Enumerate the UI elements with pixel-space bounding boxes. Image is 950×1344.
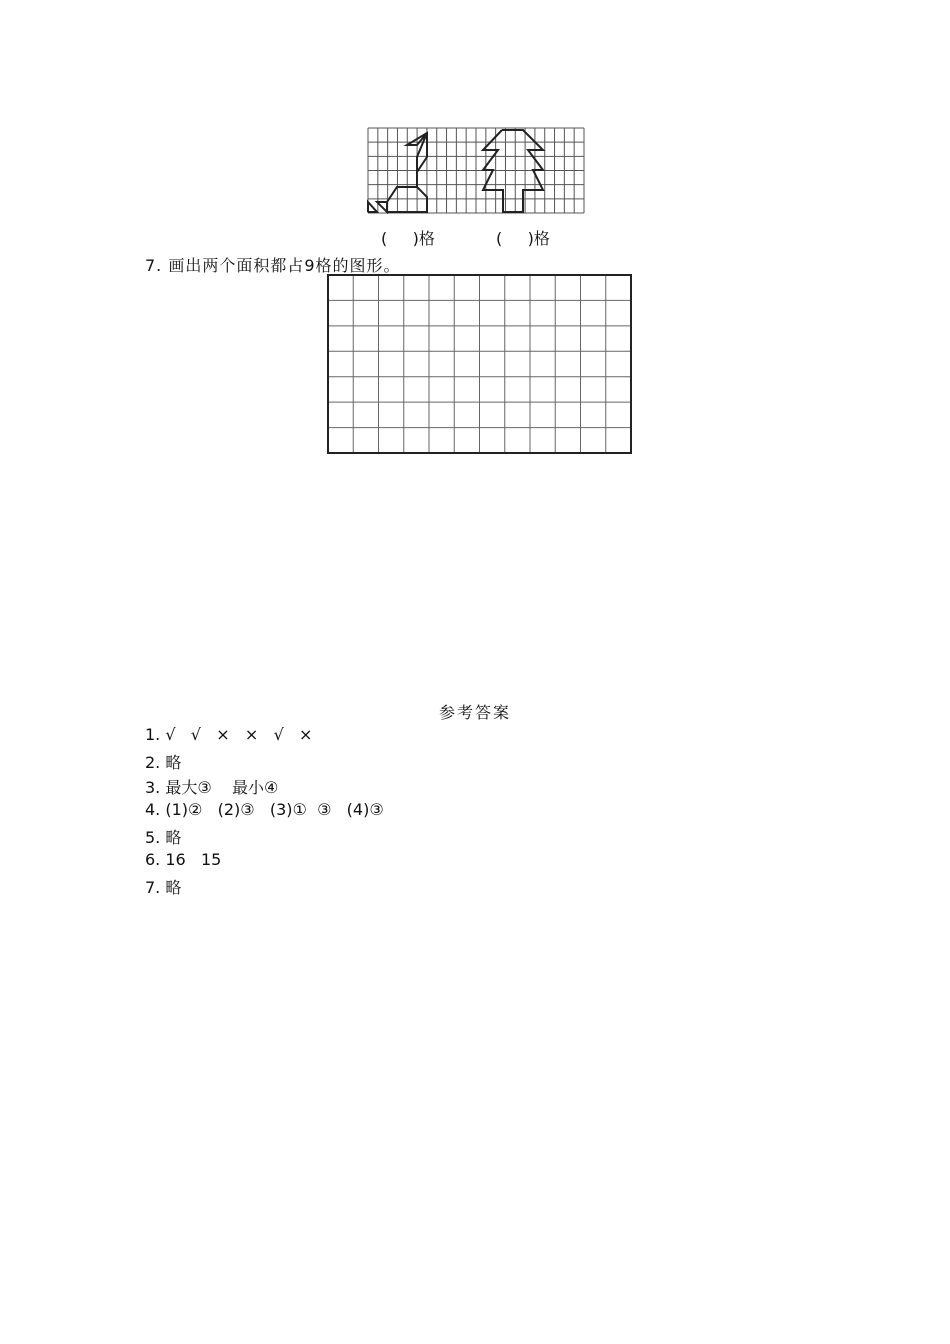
answer-key-title: 参考答案 [438,703,511,722]
answer-line-5: 5. 略 [145,828,182,847]
question-7-text: 7. 画出两个面积都占9格的图形。 [145,256,401,275]
answer-line-3: 3. 最大③ 最小④ [145,778,279,797]
answer-line-7: 7. 略 [145,878,182,897]
answer-line-2: 2. 略 [145,753,182,772]
figure-left-answer-blank: ( )格 [381,229,435,248]
answer-line-4: 4. (1)② (2)③ (3)① ③ (4)③ [145,800,384,819]
figure-cat-outline [368,202,377,212]
figure-right-answer-blank: ( )格 [496,229,550,248]
figure-cat-body [377,133,427,212]
answer-line-6: 6. 16 15 [145,850,222,869]
drawing-grid[interactable] [327,274,633,456]
answer-line-1: 1. √ √ × × √ × [145,725,313,744]
area-figures-grid [365,125,587,217]
